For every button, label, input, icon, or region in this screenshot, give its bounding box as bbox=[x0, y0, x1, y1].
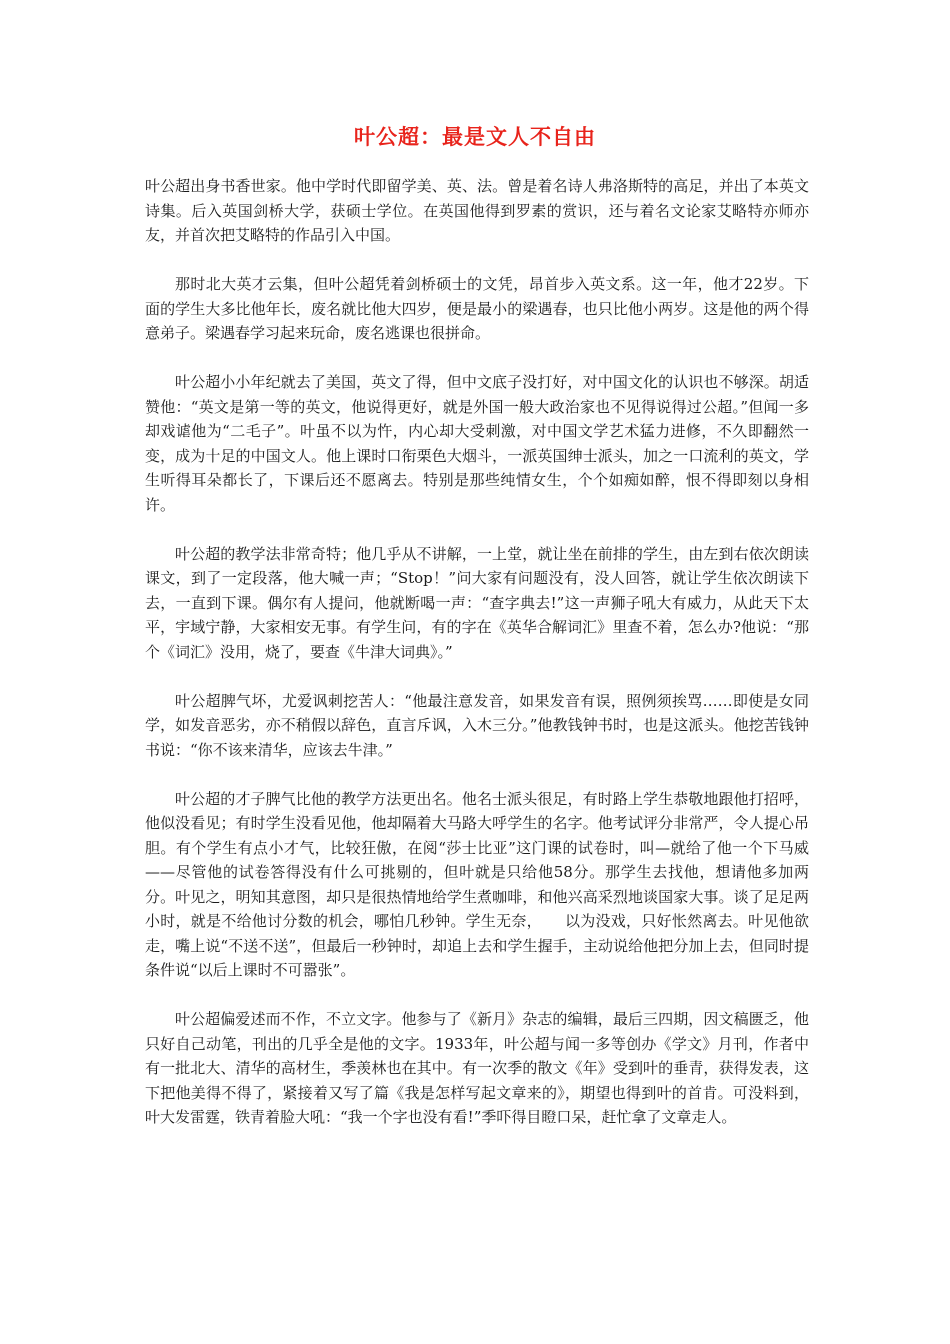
paragraph-7: 叶公超偏爱述而不作，不立文字。他参与了《新月》杂志的编辑，最后三四期，因文稿匮乏，他只好自己动笔，刊出的几乎全是他的文字。1933年，叶公超与闻一多等创办《学文》月刊，作者中有一批北大、清华的高材生，季羡林也在其中。有一次季的散文《年》受到叶的垂青，获得发表，这下把他美得不得了，紧接着又写了篇《我是怎样写起文章来的》，期望也得到叶的首肯。可没料到，叶大发雷霆，铁青着脸大吼：“我一个字也没有看!”季吓得目瞪口呆，赶忙拿了文章走人。 bbox=[145, 1010, 809, 1126]
paragraph-1: 叶公超出身书香世家。他中学时代即留学美、英、法。曾是着名诗人弗洛斯特的高足，并出了本英文诗集。后入英国剑桥大学，获硕士学位。在英国他得到罗素的赏识，还与着名文论家艾略特亦师亦友，并首次把艾略特的作品引入中国。 bbox=[145, 177, 809, 244]
paragraph-5: 叶公超脾气坏，尤爱讽刺挖苦人：“他最注意发音，如果发音有误，照例须挨骂……即使是女同学，如发音恶劣，亦不稍假以辞色，直言斥讽，入木三分。”他教钱钟书时，也是这派头。他挖苦钱钟书说：“你不该来清华，应该去牛津。” bbox=[145, 691, 809, 759]
article-title: 叶公超：最是文人不自由 bbox=[354, 125, 596, 149]
paragraph-4: 叶公超的教学法非常奇特；他几乎从不讲解，一上堂，就让坐在前排的学生，由左到右依次朗读课文，到了一定段落，他大喊一声；“Stop！”问大家有问题没有，没人回答，就让学生依次朗读下去，一直到下课。偶尔有人提问，他就断喝一声：“查字典去!”这一声狮子吼大有威力，从此天下太平，宇域宁静，大家相安无事。有学生问，有的字在《英华合解词汇》里查不着，怎么办?他说：“那个《词汇》没用，烧了，要查《牛津大词典》。” bbox=[145, 544, 809, 661]
article-body bbox=[145, 174, 809, 1154]
paragraph-3: 叶公超小小年纪就去了美国，英文了得，但中文底子没打好，对中国文化的认识也不够深。胡适赞他：“英文是第一等的英文，他说得更好，就是外国一般大政治家也不见得说得过公超。”但闻一多却戏谑他为“二毛子”。叶虽不以为忤，内心却大受刺激，对中国文学艺术猛力进修，不久即翻然一变，成为十足的中国文人。他上课时口衔栗色大烟斗，一派英国绅士派头，加之一口流利的英文，学生听得耳朵都长了，下课后还不愿离去。特别是那些纯情女生，个个如痴如醉，恨不得即刻以身相许。 bbox=[145, 373, 809, 514]
paragraph-2: 那时北大英才云集，但叶公超凭着剑桥硕士的文凭，昂首步入英文系。这一年，他才22岁。下面的学生大多比他年长，废名就比他大四岁，便是最小的梁遇春，也只比他小两岁。这是他的两个得意弟子。梁遇春学习起来玩命，废名逃课也很拼命。 bbox=[145, 275, 809, 342]
paragraph-6: 叶公超的才子脾气比他的教学方法更出名。他名士派头很足，有时路上学生恭敬地跟他打招呼，他似没看见；有时学生没看见他，他却隔着大马路大呼学生的名字。他考试评分非常严，令人提心吊胆。有个学生有点小才气，比较狂傲，在阅“莎士比亚”这门课的试卷时，叫—就给了他一个下马威——尽管他的试卷答得没有什么可挑剔的，但叶就是只给他58分。那学生去找他，想请他多加两分。叶见之，明知其意图，却只是很热情地给学生煮咖啡，和他兴高采烈地谈国家大事。谈了足足两小时，就是不给他讨分数的机会，哪怕几秒钟。学生无奈， 以为没戏，只好怅然离去。叶见他欲走，嘴上说“不送不送”，但最后一秒钟时，却追上去和学生握手，主动说给他把分加上去，但同时提条件说“以后上课时不可嚣张”。 bbox=[145, 789, 809, 979]
